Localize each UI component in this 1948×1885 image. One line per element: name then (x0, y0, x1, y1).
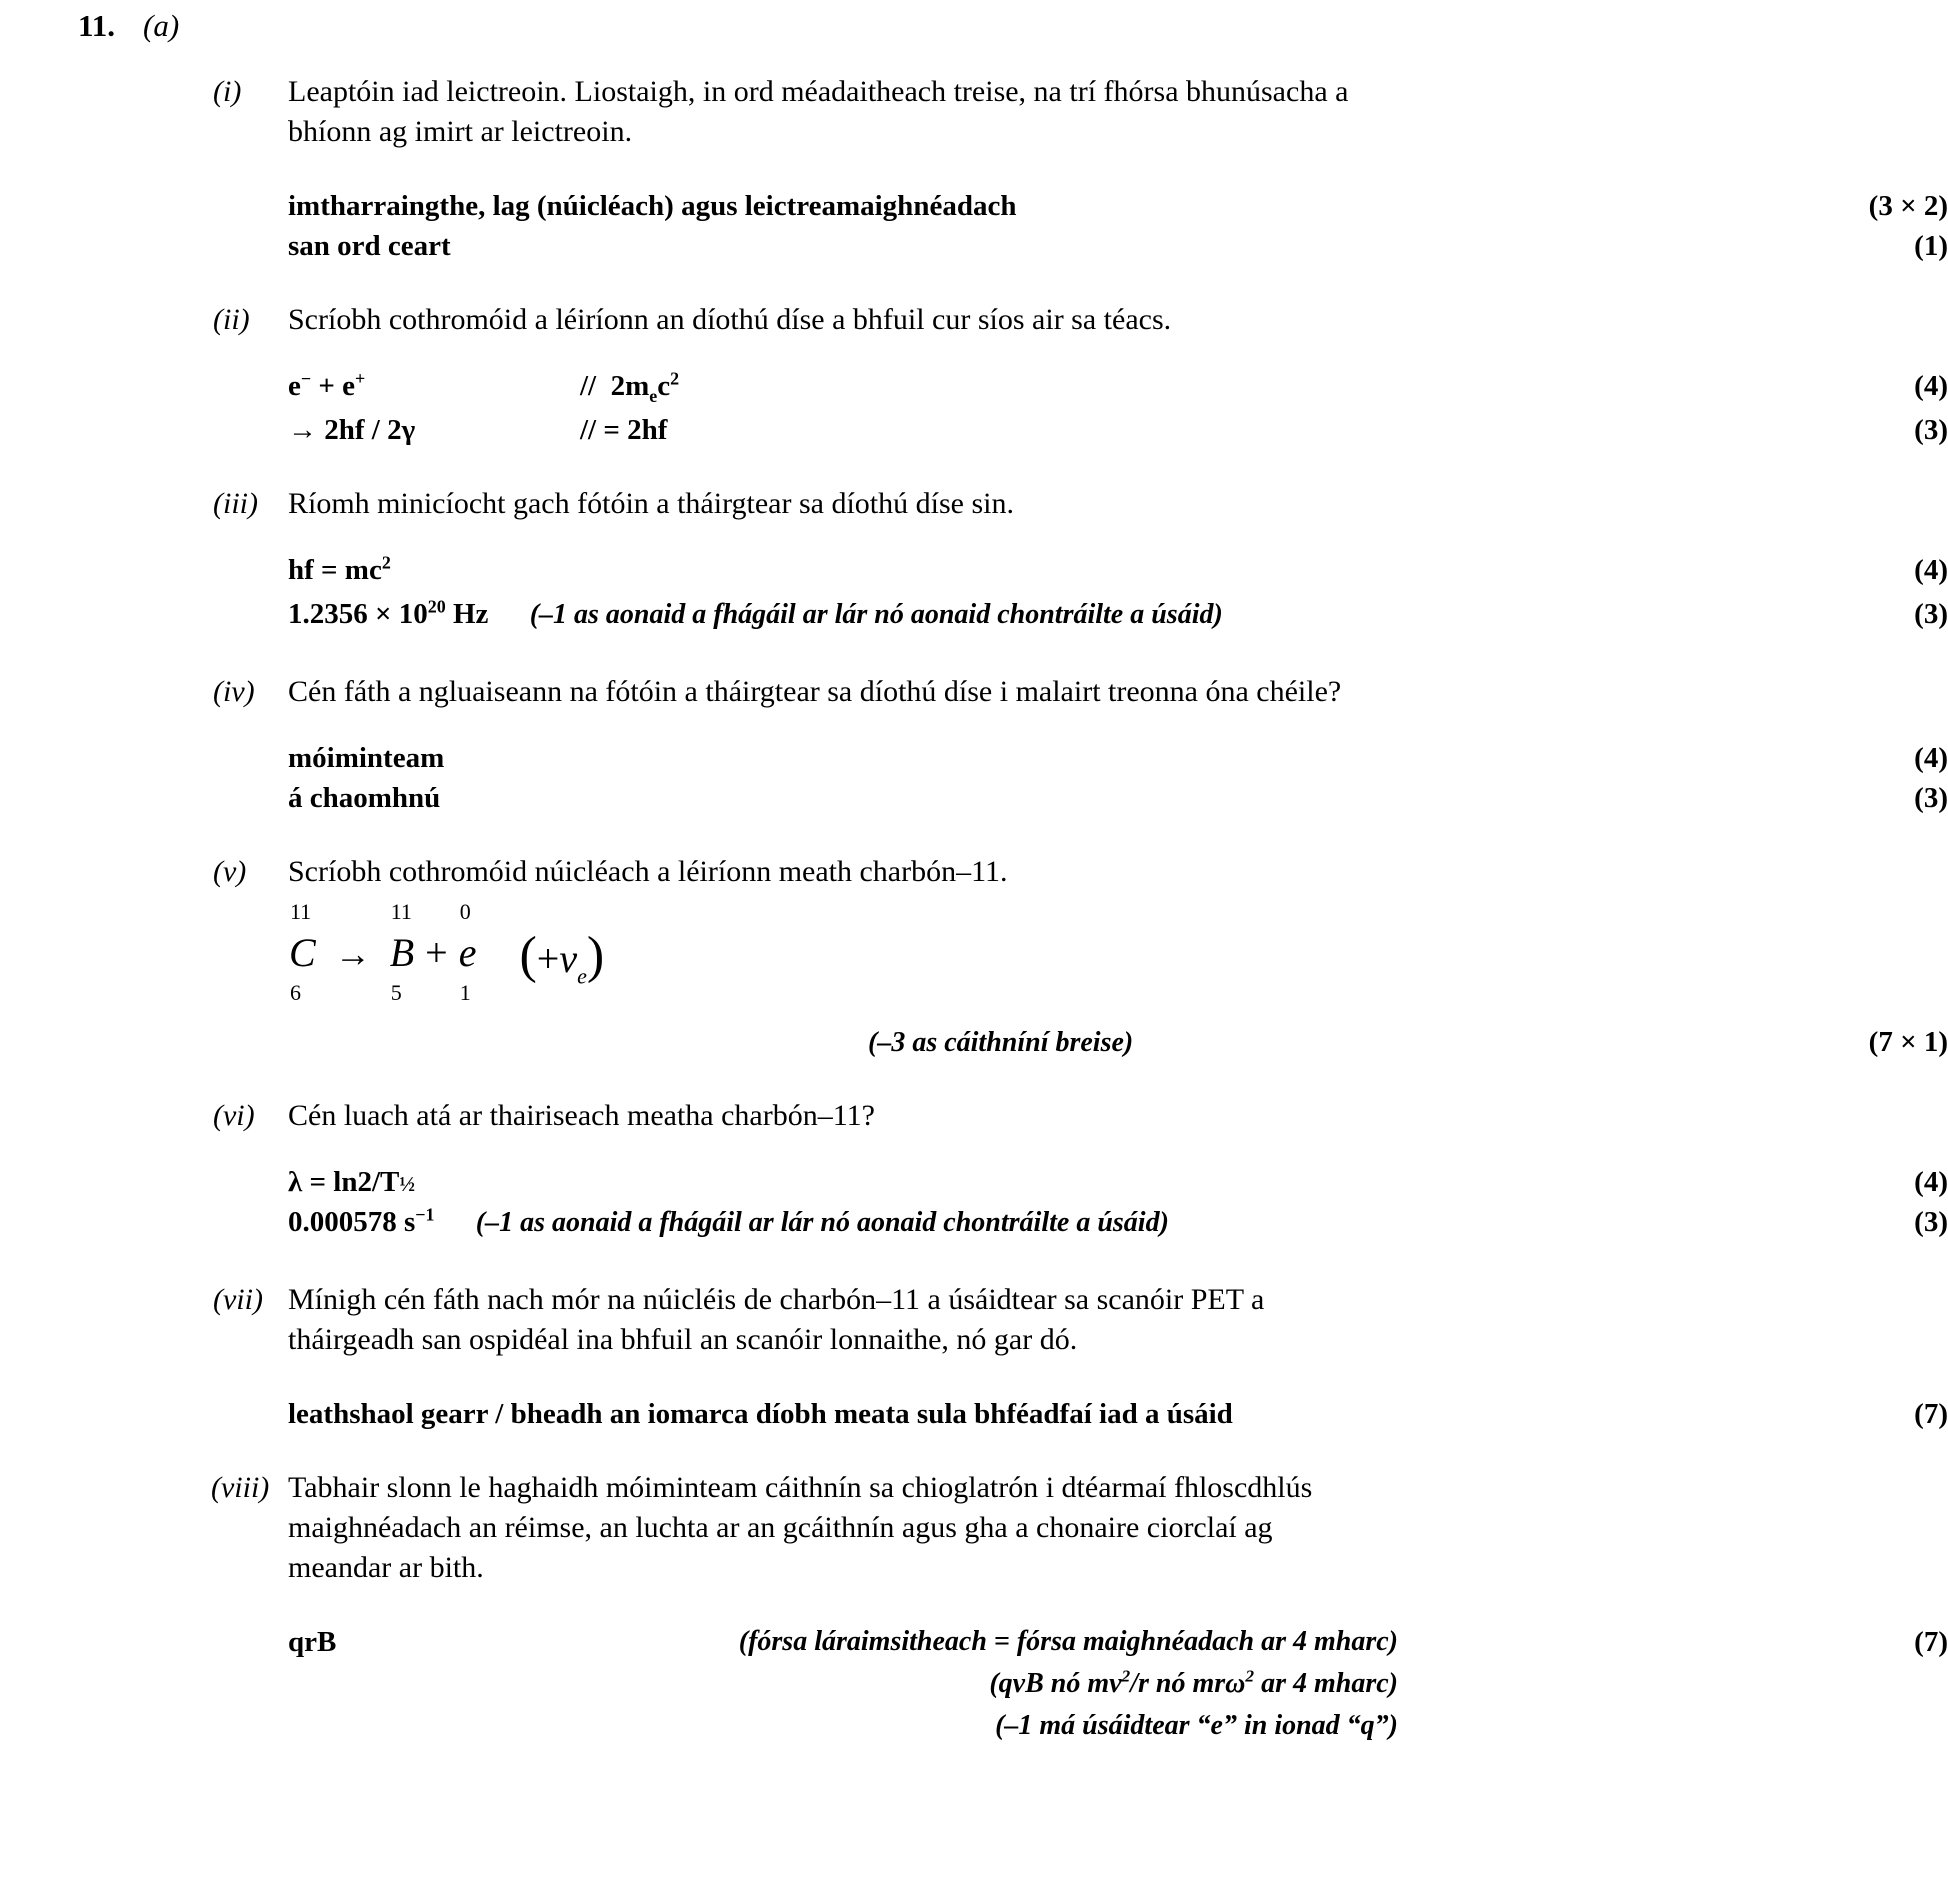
part-v (0, 852, 1948, 1062)
answer-text: imtharraingthe, lag (núicléach) agus leictreamaighnéadach (288, 190, 1017, 222)
part-label-iii: (iii) (213, 487, 258, 520)
marks-value: (7 × 1) (1868, 1026, 1948, 1058)
element-symbol: B (389, 930, 415, 975)
part-vii-answers (288, 1394, 1948, 1434)
marks-value: (3 × 2) (1868, 190, 1948, 222)
part-label-ii: (ii) (213, 303, 250, 336)
part-iv-answers (288, 738, 1948, 818)
answer-text: leathshaol gearr / bheadh an iomarca díobh meata sula bhféadfaí iad a úsáid (288, 1398, 1233, 1430)
nuclide-boron (389, 899, 415, 1005)
answer-text: $1.2356 \times 10^{20}$ Hz (288, 596, 489, 630)
part-i-answers (288, 186, 1948, 266)
part-iii-question (288, 484, 1379, 524)
question-line: Cén fáth a ngluaiseann na fótóin a tháirgtear sa díothú díse i malairt treonna óna chéile? (288, 675, 1342, 708)
mass-number: 11 (290, 899, 312, 924)
part-label-i: (i) (213, 75, 242, 108)
mass-number: 0 (459, 899, 471, 924)
neutrino-term: $(+\nu_e)$ (519, 927, 605, 989)
answer-row (288, 1202, 1948, 1246)
part-label-iv: (iv) (213, 675, 255, 708)
part-v-marks-row (288, 1022, 1948, 1062)
part-vi-answers (288, 1162, 1948, 1246)
answer-note: (–3 as cáithníní breise) (868, 1027, 1134, 1058)
answer-text: λ = ln2/T½ (288, 1166, 416, 1198)
part-ii-answers (288, 366, 1948, 450)
part-ii (0, 300, 1948, 450)
answer-note: (fórsa láraimsitheach = fórsa maighnéadach ar 4 mharc) (738, 1626, 1398, 1657)
question-line: Scríobh cothromóid a léiríonn an díothú díse a bhfuil cur síos air sa téacs. (288, 303, 1172, 336)
nuclear-decay-equation (288, 899, 1819, 1022)
question-line: Mínigh cén fáth nach mór na núicléis de charbón–11 a úsáidtear sa scanóir PET a (288, 1283, 1265, 1316)
nuclide-positron (458, 899, 477, 1005)
answer-text: 0.000578 $s^{-1}$ (288, 1204, 435, 1238)
part-vi-question (288, 1096, 1379, 1136)
part-iv (0, 672, 1948, 818)
question-part-letter: (a) (143, 8, 180, 43)
question-line: maighnéadach an réimse, an luchta ar an gcáithnín agus gha a chonaire ciorclaí ag (288, 1511, 1273, 1544)
marks-value: (3) (1914, 1206, 1948, 1238)
question-number: 11. (78, 8, 116, 43)
part-iii-answers (288, 550, 1948, 638)
equation-row (288, 410, 1948, 450)
question-line: Tabhair slonn le haghaidh móiminteam cáithnín sa chioglatrón i dtéarmaí fhloscdhlús (288, 1471, 1313, 1504)
question-line: Ríomh minicíocht gach fótóin a tháirgtear sa díothú díse sin. (288, 487, 1014, 520)
marks-value: (7) (1914, 1626, 1948, 1658)
part-iv-question (288, 672, 1379, 712)
atomic-number: 1 (459, 980, 471, 1005)
answer-row (288, 226, 1948, 266)
marks-value: (4) (1914, 554, 1948, 586)
part-vii-question (288, 1280, 1379, 1360)
marks-value: (1) (1914, 230, 1948, 262)
marks-value: (3) (1914, 782, 1948, 814)
part-vi (0, 1096, 1948, 1246)
part-label-v: (v) (213, 855, 247, 888)
marks-value: (4) (1914, 370, 1948, 402)
answer-row (288, 1706, 1819, 1748)
marks-value: (4) (1914, 1166, 1948, 1198)
equation-note: // = 2hf (580, 414, 668, 446)
question-line: Cén luach atá ar thairiseach meatha charbón–11? (288, 1099, 875, 1132)
marks-value: (4) (1914, 742, 1948, 774)
part-viii-answers (288, 1622, 1948, 1748)
mass-number: 11 (390, 899, 412, 924)
question-body (0, 72, 1948, 1748)
atomic-number: 5 (390, 980, 402, 1005)
answer-row (288, 1162, 1948, 1202)
question-line: meandar ar bith. (288, 1551, 484, 1584)
equation-note: // $2m_ec^2$ (580, 368, 680, 406)
nuclide-carbon (289, 899, 316, 1005)
marks-value: (3) (1914, 598, 1948, 630)
question-header (0, 8, 1819, 56)
part-label-vii: (vii) (213, 1283, 263, 1316)
marks-value: (7) (1914, 1398, 1948, 1430)
question-line: bhíonn ag imirt ar leictreoin. (288, 115, 633, 148)
answer-note: (–1 as aonaid a fhágáil ar lár nó aonaid chontráilte a úsáid) (475, 1207, 1169, 1238)
equation-left: e− + e+ (288, 368, 366, 402)
equation-left: → 2hf / 2γ (288, 414, 416, 446)
answer-row (288, 186, 1948, 226)
answer-row (288, 1664, 1819, 1706)
part-ii-question (288, 300, 1379, 340)
answer-text: á chaomhnú (288, 782, 441, 814)
atomic-number: 6 (290, 980, 301, 1005)
answer-row (288, 550, 1948, 594)
answer-row (288, 594, 1948, 638)
plus-sign: + (425, 930, 448, 975)
reaction-arrow-icon: → (334, 934, 371, 974)
element-symbol: e (458, 930, 477, 975)
part-viii (0, 1468, 1948, 1748)
answer-note: (–1 má úsáidtear “e” in ionad “q”) (995, 1710, 1398, 1741)
part-viii-question (288, 1468, 1379, 1588)
answer-row (288, 1022, 1948, 1062)
part-iii (0, 484, 1948, 638)
question-line: Scríobh cothromóid núicléach a léiríonn meath charbón–11. (288, 855, 1008, 888)
marks-value: (3) (1914, 414, 1948, 446)
answer-row (288, 738, 1948, 778)
part-label-vi: (vi) (213, 1099, 255, 1132)
equation-row (288, 366, 1948, 410)
answer-note: (–1 as aonaid a fhágáil ar lár nó aonaid chontráilte a úsáid) (529, 599, 1223, 630)
element-symbol: C (289, 930, 316, 975)
answer-row (288, 1622, 1948, 1664)
answer-text: móiminteam (288, 742, 445, 774)
answer-text: hf = $mc^2$ (288, 552, 391, 586)
answer-text: qrB (288, 1626, 337, 1658)
part-i (0, 72, 1948, 266)
part-v-question (288, 852, 1379, 892)
answer-row (288, 778, 1948, 818)
part-vii (0, 1280, 1948, 1434)
part-label-viii: (viii) (211, 1471, 270, 1504)
answer-row (288, 1394, 1948, 1434)
question-line: tháirgeadh san ospidéal ina bhfuil an scanóir lonnaithe, nó gar dó. (288, 1323, 1078, 1356)
question-line: Leaptóin iad leictreoin. Liostaigh, in ord méadaitheach treise, na trí fhórsa bhunúsacha a (288, 75, 1349, 108)
answer-note: (qvB nó $mv^2/r$ nó mrω$^2$ ar 4 mharc) (989, 1666, 1398, 1699)
part-i-question (288, 72, 1379, 152)
answer-text: san ord ceart (288, 230, 451, 262)
